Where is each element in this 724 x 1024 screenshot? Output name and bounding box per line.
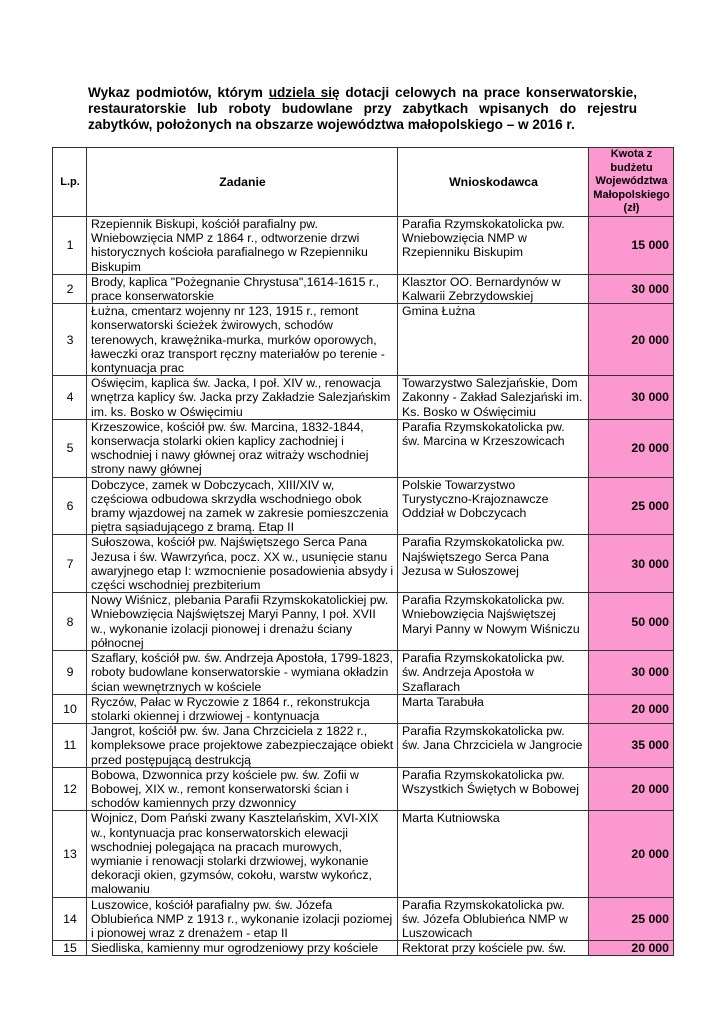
row-kwota: 25 000	[589, 897, 674, 941]
row-zadanie: Szaflary, kościół pw. św. Andrzeja Apostoła, 1799-1823, roboty budowlane konserwatorskie - wymiana okładzin ścian wewnętrznych w kościele	[87, 651, 398, 695]
row-kwota: 20 000	[589, 304, 674, 376]
row-wnioskodawca: Parafia Rzymskokatolicka pw. Wszystkich Świętych w Bobowej	[398, 767, 589, 811]
table-row	[53, 376, 674, 420]
row-zadanie: Siedliska, kamienny mur ogrodzeniowy przy kościele	[87, 941, 398, 956]
row-zadanie: Łużna, cmentarz wojenny nr 123, 1915 r., remont konserwatorski ścieżek żwirowych, schodów terenowych, krawężnika-murka, murków oporowych, ławeczki oraz transport ręczny materiałów po terenie - kontynuacja prac	[87, 304, 398, 376]
table-row	[53, 419, 674, 477]
row-lp: 8	[53, 593, 87, 651]
table-row	[53, 941, 674, 956]
row-wnioskodawca: Marta Tarabuła	[398, 694, 589, 723]
table-row	[53, 593, 674, 651]
row-kwota: 30 000	[589, 376, 674, 420]
row-kwota: 20 000	[589, 941, 674, 956]
title-text: Wykaz podmiotów, którym	[88, 85, 269, 100]
table-row	[53, 694, 674, 723]
row-zadanie: Krzeszowice, kościół pw. św. Marcina, 1832-1844, konserwacja stolarki okien kaplicy zachodniej i wschodniej i nawy głównej oraz witraży wschodniej strony nawy głównej	[87, 419, 398, 477]
row-zadanie: Luszowice, kościół parafialny pw. św. Józefa Oblubieńca NMP z 1913 r., wykonanie izolacji poziomej i pionowej wraz z drenażem - etap II	[87, 897, 398, 941]
row-wnioskodawca: Towarzystwo Salezjańskie, Dom Zakonny - Zakład Salezjański im. Ks. Bosko w Oświęcimiu	[398, 376, 589, 420]
row-wnioskodawca: Marta Kutniowska	[398, 811, 589, 897]
row-kwota: 30 000	[589, 535, 674, 593]
table-row	[53, 651, 674, 695]
row-kwota: 20 000	[589, 694, 674, 723]
row-wnioskodawca: Parafia Rzymskokatolicka pw. Wniebowzięcia Najświętszej Maryi Panny w Nowym Wiśniczu	[398, 593, 589, 651]
table-row	[53, 767, 674, 811]
table-row	[53, 217, 674, 275]
row-lp: 14	[53, 897, 87, 941]
table-row	[53, 724, 674, 768]
row-wnioskodawca: Parafia Rzymskokatolicka pw. św. Józefa Oblubieńca NMP w Luszowicach	[398, 897, 589, 941]
row-lp: 11	[53, 724, 87, 768]
row-wnioskodawca: Gmina Łużna	[398, 304, 589, 376]
row-lp: 10	[53, 694, 87, 723]
row-zadanie: Ryczów, Pałac w Ryczowie z 1864 r., rekonstrukcja stolarki okiennej i drzwiowej - kontynuacja	[87, 694, 398, 723]
row-lp: 7	[53, 535, 87, 593]
row-kwota: 30 000	[589, 651, 674, 695]
header-lp: L.p.	[53, 148, 87, 217]
row-kwota: 15 000	[589, 217, 674, 275]
row-zadanie: Wojnicz, Dom Pański zwany Kasztelańskim, XVI-XIX w., kontynuacja prac konserwatorskich elewacji wschodniej polegająca na pracach murowych, wymianie i renowacji stolarki drzwiowej, wykonanie dekoracji okien, gzymsów, cokołu, warstw wykończ, malowaniu	[87, 811, 398, 897]
table-row	[53, 897, 674, 941]
row-zadanie: Nowy Wiśnicz, plebania Parafii Rzymskokatolickiej pw. Wniebowzięcia Najświętszej Maryi Panny, I poł. XVII w., wykonanie izolacji pionowej i drenażu ściany północnej	[87, 593, 398, 651]
table-row	[53, 535, 674, 593]
row-lp: 15	[53, 941, 87, 956]
row-lp: 4	[53, 376, 87, 420]
document-title	[88, 85, 637, 133]
row-lp: 3	[53, 304, 87, 376]
title-text-rest: dotacji celowych na prace konserwatorskie, restauratorskie lub roboty budowlane przy zabytkach wpisanych do rejestru zabytków, położonych na obszarze województwa małopolskiego – w 2016 r.	[88, 85, 637, 132]
grants-table	[52, 147, 674, 956]
row-wnioskodawca: Parafia Rzymskokatolicka pw. św. Jana Chrzciciela w Jangrocie	[398, 724, 589, 768]
title-underlined: udziela się	[268, 85, 340, 100]
row-zadanie: Bobowa, Dzwonnica przy kościele pw. św. Zofii w Bobowej, XIX w., remont konserwatorski ścian i schodów kamiennych przy dzwonnicy	[87, 767, 398, 811]
table-row	[53, 811, 674, 897]
header-wnioskodawca: Wnioskodawca	[398, 148, 589, 217]
row-wnioskodawca: Parafia Rzymskokatolicka pw. św. Andrzeja Apostoła w Szaflarach	[398, 651, 589, 695]
row-kwota: 35 000	[589, 724, 674, 768]
table-row	[53, 477, 674, 535]
row-kwota: 20 000	[589, 811, 674, 897]
row-lp: 13	[53, 811, 87, 897]
row-kwota: 20 000	[589, 767, 674, 811]
row-lp: 12	[53, 767, 87, 811]
row-wnioskodawca: Parafia Rzymskokatolicka pw. św. Marcina w Krzeszowicach	[398, 419, 589, 477]
row-zadanie: Jangrot, kościół pw. św. Jana Chrzciciela z 1822 r., kompleksowe prace projektowe zabezpieczające obiekt przed postępującą destrukcją	[87, 724, 398, 768]
row-zadanie: Rzepiennik Biskupi, kościół parafialny pw. Wniebowzięcia NMP z 1864 r., odtworzenie drzwi historycznych kościoła parafialnego w Rzepienniku Biskupim	[87, 217, 398, 275]
table-row	[53, 304, 674, 376]
row-kwota: 25 000	[589, 477, 674, 535]
row-lp: 5	[53, 419, 87, 477]
table-row	[53, 274, 674, 303]
row-zadanie: Brody, kaplica "Pożegnanie Chrystusa",1614-1615 r., prace konserwatorskie	[87, 274, 398, 303]
row-zadanie: Sułoszowa, kościół pw. Najświętszego Serca Pana Jezusa i św. Wawrzyńca, pocz. XX w., usunięcie stanu awaryjnego etap I: wzmocnienie posadowienia absydy i części wschodniej prezbiterium	[87, 535, 398, 593]
row-zadanie: Oświęcim, kaplica św. Jacka, I poł. XIV w., renowacja wnętrza kaplicy św. Jacka przy Zakładzie Salezjańskim im. ks. Bosko w Oświęcimiu	[87, 376, 398, 420]
row-lp: 1	[53, 217, 87, 275]
row-wnioskodawca: Parafia Rzymskokatolicka pw. Wniebowzięcia NMP w Rzepienniku Biskupim	[398, 217, 589, 275]
row-lp: 2	[53, 274, 87, 303]
header-kwota: Kwota z budżetu Województwa Małopolskiego (zł)	[589, 148, 674, 217]
row-kwota: 50 000	[589, 593, 674, 651]
row-zadanie: Dobczyce, zamek w Dobczycach, XIII/XIV w, częściowa odbudowa skrzydła wschodniego obok bramy wjazdowej na zamek w zakresie pomieszczenia piętra sąsiadującego z bramą. Etap II	[87, 477, 398, 535]
row-wnioskodawca: Polskie Towarzystwo Turystyczno-Krajoznawcze Oddział w Dobczycach	[398, 477, 589, 535]
row-kwota: 20 000	[589, 419, 674, 477]
row-lp: 6	[53, 477, 87, 535]
row-wnioskodawca: Parafia Rzymskokatolicka pw. Najświętszego Serca Pana Jezusa w Sułoszowej	[398, 535, 589, 593]
row-wnioskodawca: Rektorat przy kościele pw. św.	[398, 941, 589, 956]
header-zadanie: Zadanie	[87, 148, 398, 217]
row-lp: 9	[53, 651, 87, 695]
row-kwota: 30 000	[589, 274, 674, 303]
row-wnioskodawca: Klasztor OO. Bernardynów w Kalwarii Zebrzydowskiej	[398, 274, 589, 303]
table-header-row	[53, 148, 674, 217]
